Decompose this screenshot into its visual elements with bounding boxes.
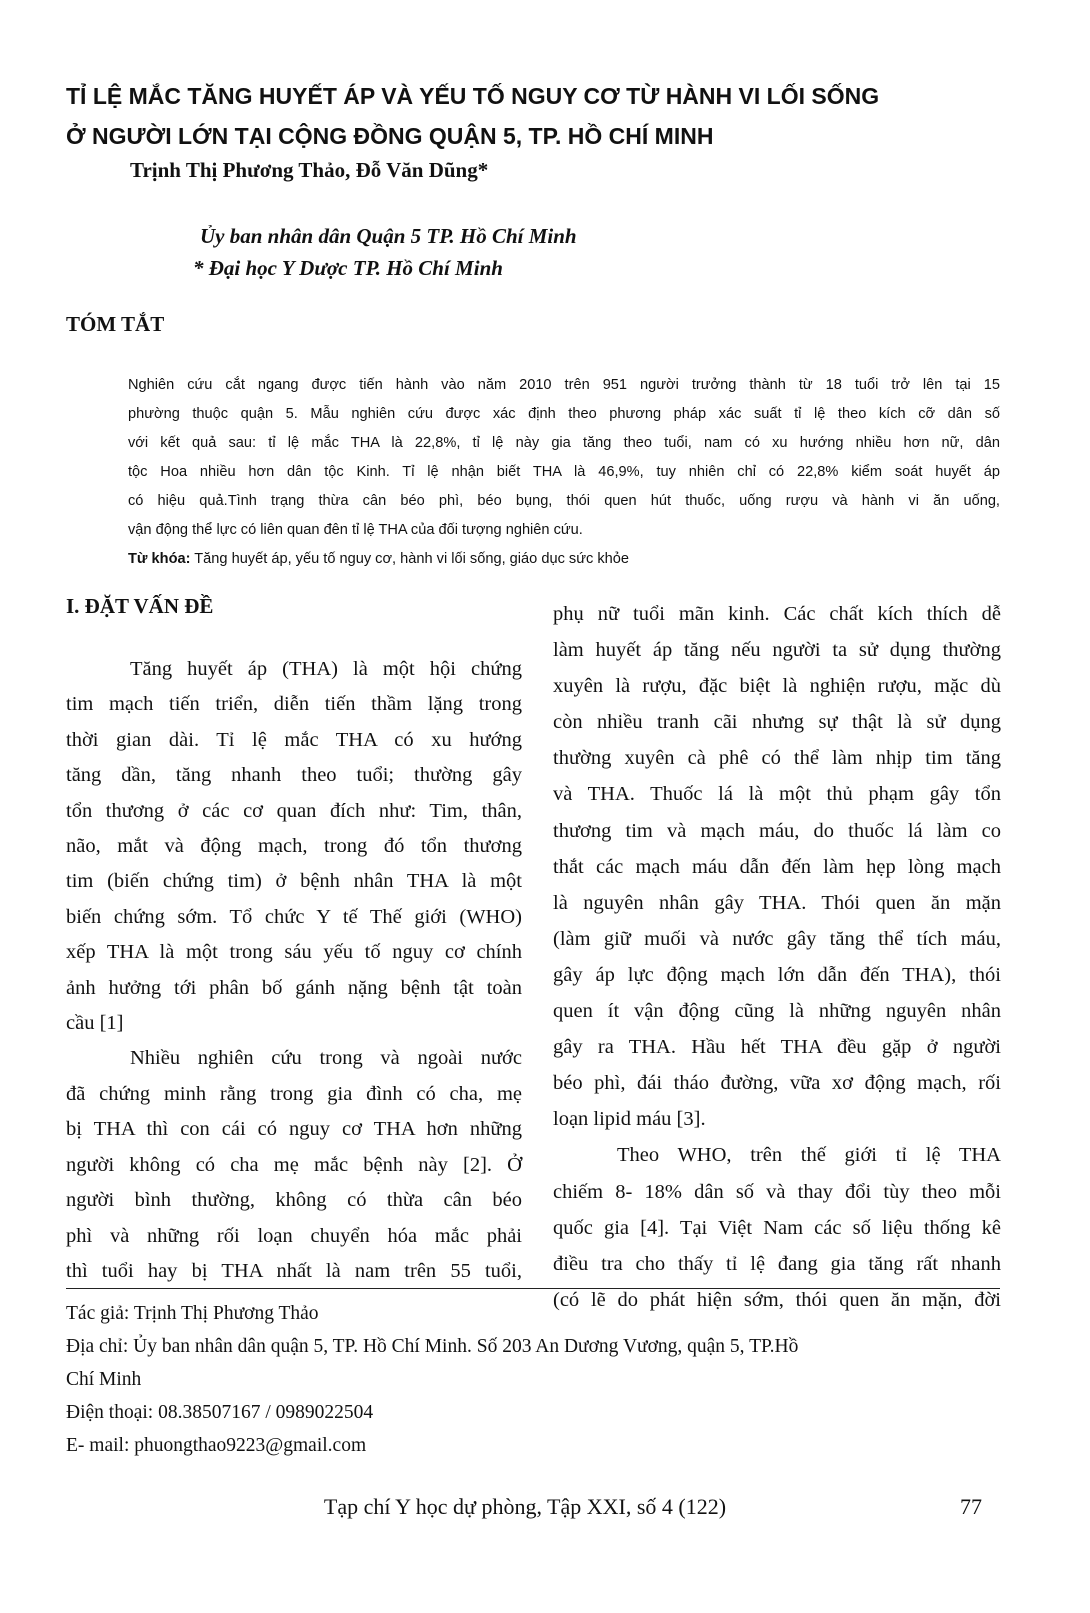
keywords: [128, 545, 1000, 574]
body-text-line: Theo WHO, trên thế giới tỉ lệ THA: [617, 1144, 1001, 1167]
abstract-line: với kết quả sau: tỉ lệ mắc THA là 22,8%, tỉ lệ này gia tăng theo tuổi, nam có xu hướng nhiều hơn nữ, dân: [128, 435, 1000, 451]
affiliation: * Đại học Y Dược TP. Hồ Chí Minh: [193, 256, 503, 280]
abstract-line: tộc Hoa nhiều hơn dân tộc Kinh. Tỉ lệ nhận biết THA là 46,9%, tuy nhiên chỉ có 22,8% kiểm soát huyết áp: [128, 464, 1000, 480]
footnote-line: Chí Minh: [66, 1369, 142, 1390]
body-text-line: người không có cha mẹ mắc bệnh này [2]. Ở: [66, 1153, 522, 1176]
footnote-line: Tác giả: Trịnh Thị Phương Thảo: [66, 1303, 319, 1324]
footnote-divider: [66, 1288, 1000, 1289]
body-text-line: phì và những rối loạn chuyển hóa mắc phải: [66, 1224, 522, 1247]
body-text-line: phụ nữ tuổi mãn kinh. Các chất kích thích dễ: [553, 603, 1001, 625]
abstract: [128, 371, 1000, 574]
body-text-line: thường xuyên cà phê có thể làm nhịp tim tăng: [553, 747, 1001, 770]
body-text-line: là nguyên nhân gây THA. Thói quen ăn mặn: [553, 891, 1001, 914]
page-number: 77: [960, 1494, 982, 1519]
title-line: TỈ LỆ MẮC TĂNG HUYẾT ÁP VÀ YẾU TỐ NGUY CƠ TỪ HÀNH VI LỐI SỐNG: [66, 83, 880, 109]
body-text-line: xuyên là rượu, đặc biệt là nghiện rượu, mặc dù: [553, 675, 1001, 698]
body-text-line: biến chứng sớm. Tổ chức Y tế Thế giới (WHO): [66, 905, 522, 928]
journal-footer: Tạp chí Y học dự phòng, Tập XXI, số 4 (122): [323, 1494, 727, 1519]
body-text-line: béo phì, đái tháo đường, vữa xơ động mạch, rối: [553, 1072, 1001, 1095]
footnote-line: Điện thoại: 08.38507167 / 0989022504: [66, 1402, 374, 1423]
body-text-line: Tăng huyết áp (THA) là một hội chứng: [130, 658, 522, 680]
body-text-line: (có lẽ do phát hiện sớm, thói quen ăn mặn, đời: [553, 1288, 1001, 1311]
footnote-line: Địa chỉ: Ủy ban nhân dân quận 5, TP. Hồ Chí Minh. Số 203 An Dương Vương, quận 5, TP.Hồ: [66, 1336, 799, 1357]
body-text-line: còn nhiều tranh cãi nhưng sự thật là sử dụng: [553, 711, 1001, 734]
body-text-line: chiếm 8- 18% dân số và thay đổi tùy theo mỗi: [553, 1180, 1001, 1203]
abstract-line: có hiệu quả.Tình trạng thừa cân béo phì, béo bụng, thói quen hút thuốc, uống rượu và hành vi ăn uống,: [128, 493, 1000, 509]
footnote: [66, 1297, 1000, 1462]
body-text-line: ảnh hưởng tới phân bố gánh nặng bệnh tật toàn: [66, 976, 522, 999]
body-text-line: cầu [1]: [66, 1012, 124, 1035]
body-text-line: quen ít vận động cũng là những nguyên nhân: [553, 1000, 1001, 1023]
keywords-text: Tăng huyết áp, yếu tố nguy cơ, hành vi lối sống, giáo dục sức khỏe: [190, 551, 629, 567]
article-title: [66, 76, 1016, 156]
right-column: [553, 596, 1001, 1318]
body-text-line: loạn lipid máu [3].: [553, 1108, 706, 1131]
body-text-line: não, mắt và động mạch, trong đó tổn thương: [66, 835, 522, 858]
abstract-line: vận động thể lực có liên quan đên tỉ lệ THA của đối tượng nghiên cứu.: [128, 522, 583, 538]
footnote-line: E- mail: phuongthao9223@gmail.com: [66, 1435, 367, 1456]
body-text-line: xếp THA là một trong sáu yếu tố nguy cơ chính: [66, 941, 522, 964]
body-text-line: Nhiều nghiên cứu trong và ngoài nước: [130, 1047, 522, 1070]
body-text-line: (làm giữ muối và nước gây tăng thể tích máu,: [553, 927, 1001, 950]
body-text-line: thương tim và mạch máu, do thuốc lá làm co: [553, 819, 1001, 842]
body-text-line: làm huyết áp tăng nếu người ta sử dụng thường: [553, 639, 1001, 662]
body-text-line: tim mạch tiến triển, diễn tiến thầm lặng trong: [66, 693, 522, 716]
authors: Trịnh Thị Phương Thảo, Đỗ Văn Dũng*: [130, 158, 489, 182]
body-text-line: thời gian dài. Tỉ lệ mắc THA có xu hướng: [66, 728, 522, 751]
abstract-line: phường thuộc quận 5. Mẫu nghiên cứu được xác định theo phương pháp xác suất tỉ lệ theo kích cỡ dân số: [128, 406, 1000, 422]
left-column: [66, 652, 522, 1289]
section-heading: I. ĐẶT VẤN ĐỀ: [66, 594, 214, 618]
body-text-line: người bình thường, không có thừa cân béo: [66, 1189, 522, 1212]
abstract-heading: TÓM TẮT: [66, 312, 165, 336]
body-text-line: bị THA thì con cái có nguy cơ THA hơn những: [66, 1118, 522, 1141]
body-text-line: gây ra THA. Hầu hết THA đều gặp ở người: [553, 1036, 1001, 1059]
body-text-line: gây áp lực động mạch lớn dẫn đến THA), thói: [553, 963, 1001, 986]
title-line: Ở NGƯỜI LỚN TẠI CỘNG ĐỒNG QUẬN 5, TP. HỒ CHÍ MINH: [66, 123, 714, 149]
abstract-line: Nghiên cứu cắt ngang được tiến hành vào năm 2010 trên 951 người trưởng thành từ 18 tuổi trở lên tại 15: [128, 377, 1000, 393]
body-text-line: thì tuổi hay bị THA nhất là nam trên 55 tuổi,: [66, 1259, 522, 1282]
body-text-line: tim (biến chứng tim) ở bệnh nhân THA là một: [66, 870, 522, 893]
affiliation: Ủy ban nhân dân Quận 5 TP. Hồ Chí Minh: [200, 224, 577, 248]
keywords-label: Từ khóa:: [128, 551, 191, 567]
body-text-line: tổn thương ở các cơ quan đích như: Tim, thân,: [66, 799, 522, 822]
body-text-line: thắt các mạch máu dẫn đến làm hẹp lòng mạch: [553, 855, 1001, 878]
body-text-line: đã chứng minh rằng trong gia đình có cha, mẹ: [66, 1082, 522, 1105]
body-text-line: quốc gia [4]. Tại Việt Nam các số liệu thống kê: [553, 1216, 1001, 1239]
body-text-line: điều tra cho thấy tỉ lệ đang gia tăng rất nhanh: [553, 1252, 1001, 1275]
body-text-line: tăng dần, tăng nhanh theo tuổi; thường gây: [66, 764, 522, 787]
body-text-line: và THA. Thuốc lá là một thủ phạm gây tổn: [553, 783, 1001, 806]
